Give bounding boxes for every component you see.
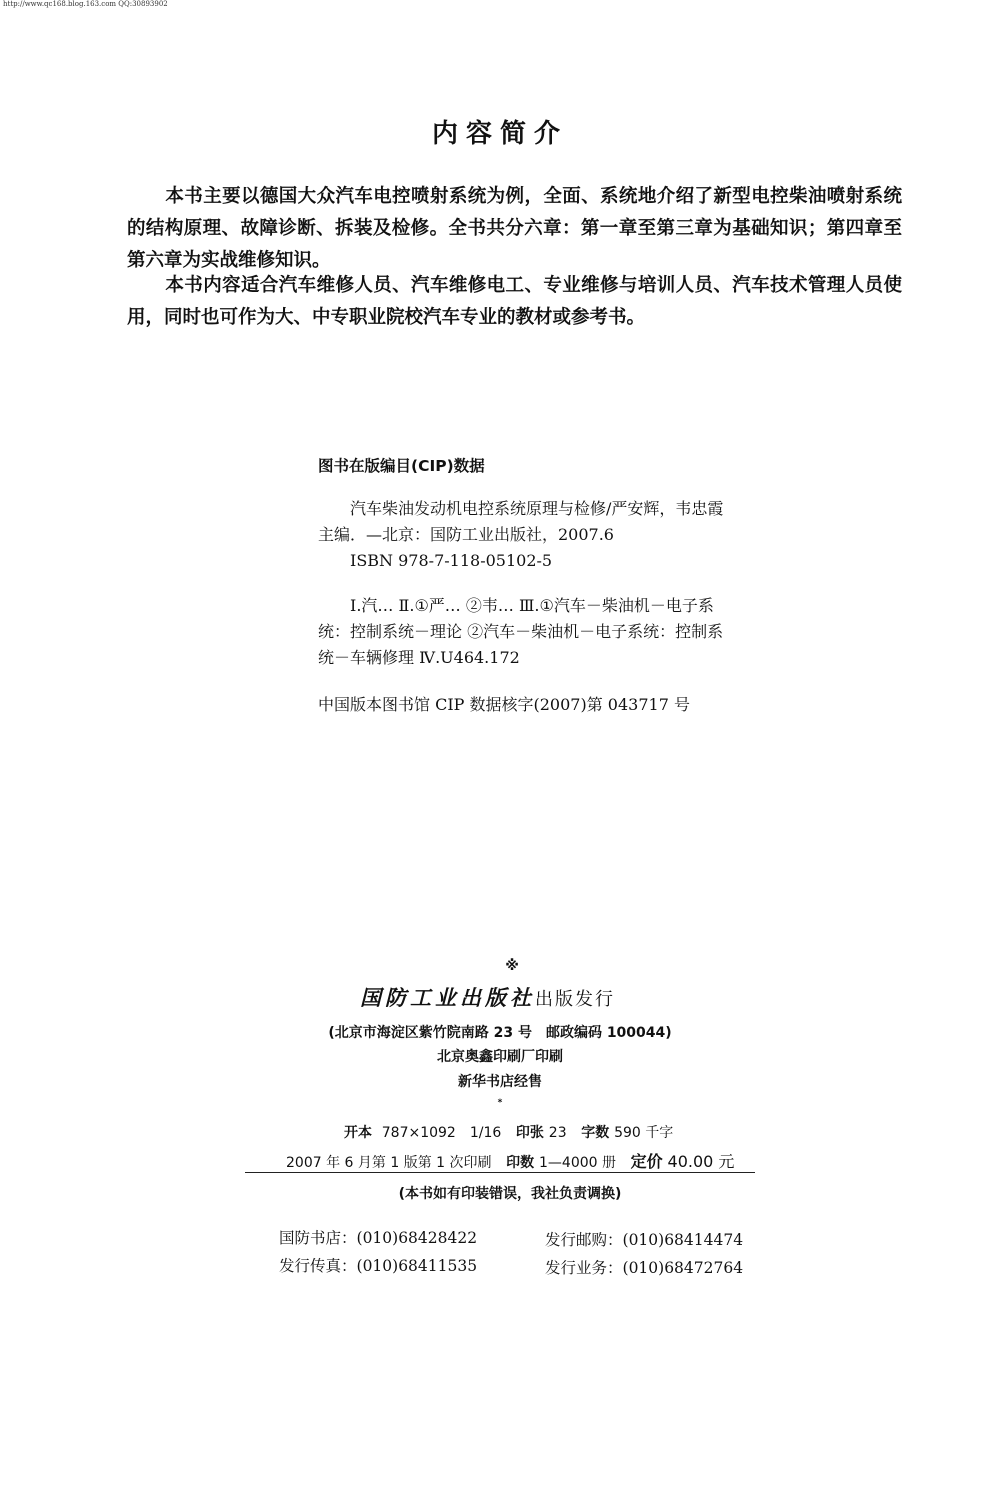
cip-record-number: 中国版本图书馆 CIP 数据核字(2007)第 043717 号 xyxy=(318,695,690,714)
words-label: 字数 xyxy=(581,1125,610,1141)
intro-paragraph-1: 本书主要以德国大众汽车电控喷射系统为例，全面、系统地介绍了新型电控柴油喷射系统的结构原理、故障诊断、拆装及检修。全书共分六章：第一章至第三章为基础知识；第四章至第六章为实战维修知识。 xyxy=(127,186,902,271)
divider-symbol: ※ xyxy=(505,958,519,974)
small-divider-mark: * xyxy=(497,1098,503,1108)
guarantee-note: (本书如有印装错误，我社负责调换) xyxy=(398,1186,622,1202)
sheets-value: 23 xyxy=(548,1125,567,1141)
price-value: 40.00 元 xyxy=(667,1152,735,1171)
publisher-line xyxy=(360,982,615,1012)
publisher-address: (北京市海淀区紫竹院南路 23 号 邮政编码 100044) xyxy=(328,1025,672,1041)
page-title: 内容简介 xyxy=(431,119,568,149)
distributor: 新华书店经售 xyxy=(458,1074,542,1090)
contact-fax: 发行传真：(010)68411535 xyxy=(279,1257,478,1275)
edition: 2007 年 6 月第 1 版第 1 次印刷 xyxy=(286,1155,492,1171)
price-label: 定价 xyxy=(630,1152,663,1171)
sheets-label: 印张 xyxy=(515,1125,544,1141)
contact-business: 发行业务：(010)68472764 xyxy=(545,1259,744,1277)
colophon-rule xyxy=(245,1172,755,1173)
publisher-name: 国防工业出版社 xyxy=(360,985,535,1010)
intro-paragraph-2: 本书内容适合汽车维修人员、汽车维修电工、专业维修与培训人员、汽车技术管理人员使用，同时也可作为大、中专职业院校汽车专业的教材或参考书。 xyxy=(127,275,902,328)
print-run-value: 1—4000 册 xyxy=(539,1155,617,1171)
cip-entry: 汽车柴油发动机电控系统原理与检修/严安辉，韦忠霞主编．—北京：国防工业出版社，2007.6 ISBN 978-7-118-05102-5 xyxy=(318,499,724,570)
contact-mail-order: 发行邮购：(010)68414474 xyxy=(545,1231,744,1249)
format-value: 787×1092 1/16 xyxy=(381,1125,502,1141)
cip-isbn: ISBN 978-7-118-05102-5 xyxy=(350,551,553,570)
edition-line xyxy=(286,1149,734,1172)
format-specs-line xyxy=(344,1122,673,1142)
publisher-suffix: 出版发行 xyxy=(535,989,615,1010)
watermark-url: http://www.qc168.blog.163.com QQ:30893902 xyxy=(3,0,168,8)
cip-classification: Ⅰ.汽… Ⅱ.①严… ②韦… Ⅲ.①汽车－柴油机－电子系统：控制系统－理论 ②汽车－柴油机－电子系统：控制系统－车辆修理 Ⅳ.U464.172 xyxy=(318,596,724,667)
words-value: 590 千字 xyxy=(614,1125,674,1141)
contact-bookstore: 国防书店：(010)68428422 xyxy=(279,1229,478,1247)
print-run-label: 印数 xyxy=(506,1155,535,1171)
cip-heading: 图书在版编目(CIP)数据 xyxy=(318,457,485,475)
printer: 北京奥鑫印刷厂印刷 xyxy=(437,1049,563,1065)
format-label: 开本 xyxy=(344,1125,372,1141)
